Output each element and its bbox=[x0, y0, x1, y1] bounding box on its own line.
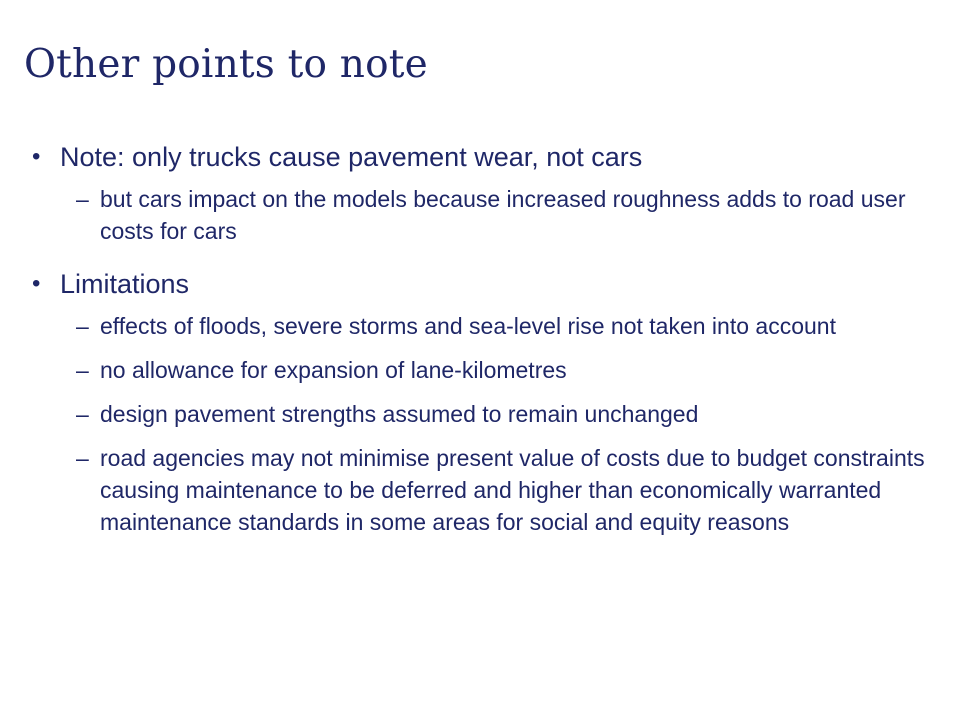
sub-bullet-item bbox=[24, 310, 944, 342]
bullet-text: Limitations bbox=[60, 269, 190, 299]
dash-icon: – bbox=[76, 401, 89, 427]
sub-bullet-text: effects of floods, severe storms and sea-level rise not taken into account bbox=[100, 313, 836, 339]
sub-bullet-item bbox=[24, 183, 944, 247]
bullet-item bbox=[24, 140, 944, 174]
sub-bullet-item bbox=[24, 442, 944, 538]
slide-content bbox=[24, 140, 944, 550]
sub-bullet-text: no allowance for expansion of lane-kilometres bbox=[100, 357, 567, 383]
dash-icon: – bbox=[76, 313, 89, 339]
sub-bullet-item bbox=[24, 354, 944, 386]
dash-icon: – bbox=[76, 186, 89, 212]
slide-title: Other points to note bbox=[24, 42, 428, 87]
sub-bullet-text: road agencies may not minimise present value of costs due to budget constraints causing maintenance to be deferred and higher than economically warranted maintenance standards in some areas for social and equity reasons bbox=[100, 445, 925, 535]
dash-icon: – bbox=[76, 357, 89, 383]
dash-icon: – bbox=[76, 445, 89, 471]
sub-bullet-text: design pavement strengths assumed to remain unchanged bbox=[100, 401, 699, 427]
bullet-item bbox=[24, 267, 944, 301]
bullet-dot-icon: • bbox=[32, 143, 41, 170]
sub-bullet-item bbox=[24, 398, 944, 430]
bullet-dot-icon: • bbox=[32, 270, 41, 297]
bullet-text: Note: only trucks cause pavement wear, not cars bbox=[60, 142, 643, 172]
sub-bullet-text: but cars impact on the models because increased roughness adds to road user costs for cars bbox=[100, 186, 906, 244]
